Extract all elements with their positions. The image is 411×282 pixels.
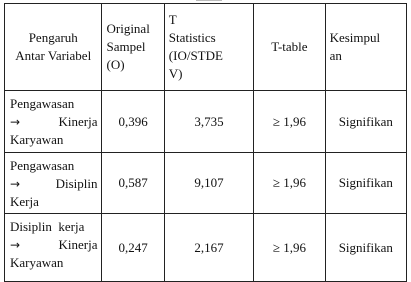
header-kesimpulan-line1: Kesimpul [329, 30, 381, 45]
arrow-right-icon: → [10, 238, 21, 252]
original-sample-value: 0,247 [102, 214, 164, 282]
header-tstat-line2: Statistics [168, 30, 216, 45]
t-statistic-value: 2,167 [164, 214, 253, 282]
variable-line1: Disiplin kerja [10, 219, 85, 234]
header-original [102, 4, 164, 91]
header-original-line1: Original [106, 21, 150, 36]
t-table-value: ≥ 1,96 [254, 153, 325, 214]
variable-line3: Kerja [10, 194, 39, 209]
variable-target: Disiplin [55, 176, 98, 191]
header-kesimpulan-line2: an [329, 48, 342, 63]
variable-cell [5, 91, 102, 153]
header-pengaruh-line1: Pengaruh [28, 30, 78, 45]
arrow-right-icon: → [10, 115, 21, 129]
variable-target: Kinerja [58, 114, 98, 129]
header-ttable: T-table [254, 4, 325, 91]
header-original-line3: (O) [106, 57, 125, 72]
table-row [5, 214, 407, 282]
variable-line1: Pengawasan [10, 158, 75, 173]
table-row [5, 91, 407, 153]
header-pengaruh [5, 4, 102, 91]
variable-line3: Karyawan [10, 255, 64, 270]
variable-line2 [10, 175, 101, 193]
results-table [4, 3, 407, 282]
t-statistic-value: 9,107 [164, 153, 253, 214]
conclusion-value: Signifikan [325, 153, 406, 214]
variable-line3: Karyawan [10, 132, 64, 147]
variable-line2 [10, 236, 101, 254]
header-kesimpulan [325, 4, 406, 91]
header-original-line2: Sampel [106, 39, 146, 54]
conclusion-value: Signifikan [325, 91, 406, 153]
variable-cell [5, 214, 102, 282]
t-statistic-value: 3,735 [164, 91, 253, 153]
header-tstat-line3: (IO/STDE [168, 48, 223, 63]
variable-cell [5, 153, 102, 214]
header-row [5, 4, 407, 91]
variable-target: Kinerja [58, 237, 98, 252]
original-sample-value: 0,396 [102, 91, 164, 153]
t-table-value: ≥ 1,96 [254, 91, 325, 153]
variable-line2 [10, 113, 101, 131]
variable-line1: Pengawasan [10, 96, 75, 111]
t-table-value: ≥ 1,96 [254, 214, 325, 282]
header-tstat [164, 4, 253, 91]
conclusion-value: Signifikan [325, 214, 406, 282]
header-pengaruh-line2: Antar Variabel [15, 48, 92, 63]
header-tstat-line1: T [168, 12, 177, 27]
table-row [5, 153, 407, 214]
original-sample-value: 0,587 [102, 153, 164, 214]
arrow-right-icon: → [10, 177, 21, 191]
header-tstat-line4: V) [168, 66, 183, 81]
